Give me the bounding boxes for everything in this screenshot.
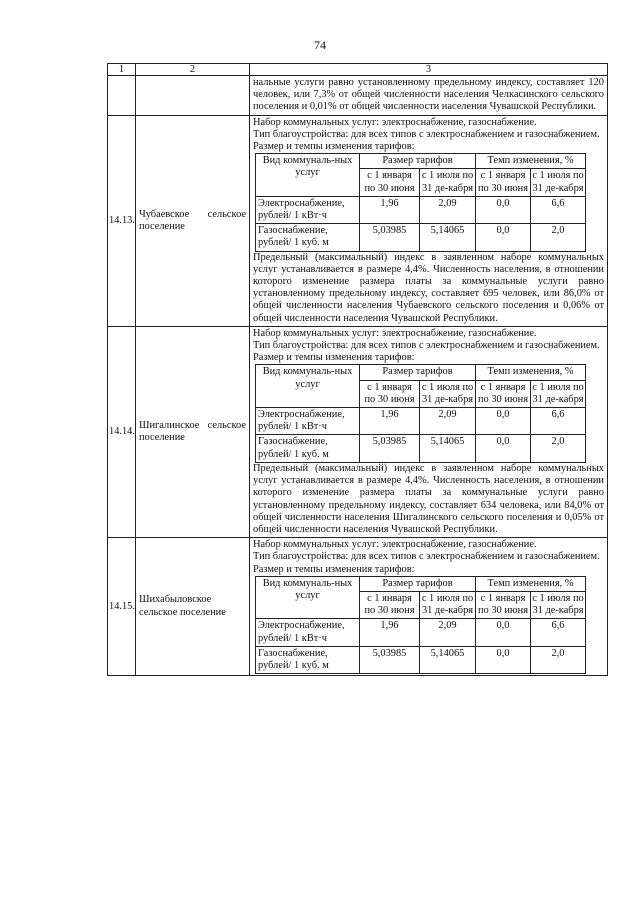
- tariff-value: 1,96: [360, 408, 420, 435]
- tariff-table: [255, 364, 586, 462]
- settlement-name: Чубаевское сельское поселение: [136, 115, 250, 326]
- tariff-value: 0,0: [476, 435, 531, 462]
- header-col-1: 1: [108, 64, 136, 76]
- tariff-header-period: с 1 июля по 31 де-кабря: [531, 380, 586, 407]
- tariff-header-period: с 1 июля по 31 де-кабря: [420, 169, 476, 196]
- settlement-name: Шигалинское сельское поселение: [136, 326, 250, 537]
- tariff-row: [256, 435, 586, 462]
- tariff-header-size: Размер тарифов: [360, 576, 476, 591]
- tariff-value: 1,96: [360, 196, 420, 223]
- table-row: [108, 115, 608, 326]
- row-number: 14.14.: [108, 326, 136, 537]
- summary-text: Предельный (максимальный) индекс в заявленном наборе коммунальных услуг устанавливается в размере 4,4%. Численность населения, в отношении которого изменение размера платы за коммунальные услуги равно установленному предельному индексу, составляет 634 человека, или 84,0% от общей численности населения Шигалинского сельского поселения и 0,05% от общей численности населения Чувашской Республики.: [253, 462, 604, 535]
- tariff-row: [256, 196, 586, 223]
- tariff-value: 6,6: [531, 196, 586, 223]
- tariff-label: Газоснабжение, рублей/ 1 куб. м: [256, 224, 360, 251]
- tariff-table: [255, 576, 586, 674]
- tariff-value: 0,0: [476, 196, 531, 223]
- row-number: 14.15.: [108, 538, 136, 676]
- tariff-value: 5,03985: [360, 224, 420, 251]
- tariff-value: 5,03985: [360, 646, 420, 673]
- tariff-row: [256, 619, 586, 646]
- tariff-header-period: с 1 января по 30 июня: [476, 380, 531, 407]
- tariff-value: 0,0: [476, 619, 531, 646]
- tariff-value: 6,6: [531, 619, 586, 646]
- continuation-row: [108, 76, 608, 116]
- tariff-header-kind: Вид коммуналь-ных услуг: [256, 154, 360, 197]
- tariff-value: 2,09: [420, 619, 476, 646]
- tariff-header-rate: Темп изменения, %: [476, 365, 586, 380]
- tariff-value: 2,09: [420, 408, 476, 435]
- tariff-header-period: с 1 июля по 31 де-кабря: [531, 169, 586, 196]
- tariff-header-period: с 1 января по 30 июня: [360, 380, 420, 407]
- tariff-header-size: Размер тарифов: [360, 365, 476, 380]
- tariff-value: 2,0: [531, 646, 586, 673]
- header-row: [108, 64, 608, 76]
- tariff-header-period: с 1 января по 30 июня: [476, 591, 531, 618]
- sizes-title: Размер и темпы изменения тарифов:: [253, 141, 415, 153]
- services-text: Набор коммунальных услуг: электроснабжение, газоснабжение.: [253, 327, 537, 339]
- tariff-value: 0,0: [476, 408, 531, 435]
- tariff-value: 1,96: [360, 619, 420, 646]
- tariff-header-period: с 1 января по 30 июня: [360, 591, 420, 618]
- tariff-header-period: с 1 июля по 31 де-кабря: [420, 380, 476, 407]
- main-table: [107, 63, 608, 676]
- tariff-header-rate: Темп изменения, %: [476, 576, 586, 591]
- tariff-value: 0,0: [476, 646, 531, 673]
- table-row: [108, 538, 608, 676]
- tariff-value: 2,0: [531, 224, 586, 251]
- sizes-title: Размер и темпы изменения тарифов:: [253, 563, 415, 575]
- sizes-title: Размер и темпы изменения тарифов:: [253, 352, 415, 364]
- tariff-label: Газоснабжение, рублей/ 1 куб. м: [256, 646, 360, 673]
- tariff-header-period: с 1 января по 30 июня: [360, 169, 420, 196]
- services-text: Набор коммунальных услуг: электроснабжение, газоснабжение.: [253, 539, 537, 551]
- settlement-name: Шихабыловское сельское поселение: [136, 538, 250, 676]
- header-col-3: 3: [250, 64, 608, 76]
- tariff-value: 6,6: [531, 408, 586, 435]
- tariff-value: 5,14065: [420, 646, 476, 673]
- tariff-header-kind: Вид коммуналь-ных услуг: [256, 576, 360, 619]
- type-text: Тип благоустройства: для всех типов с электроснабжением и газоснабжением.: [253, 340, 600, 352]
- services-text: Набор коммунальных услуг: электроснабжение, газоснабжение.: [253, 116, 537, 128]
- tariff-value: 0,0: [476, 224, 531, 251]
- tariff-table: [255, 153, 586, 251]
- tariff-row: [256, 224, 586, 251]
- tariff-header-size: Размер тарифов: [360, 154, 476, 169]
- continuation-text: нальные услуги равно установленному предельному индексу, составляет 120 человек, или 7,3% от общей численности населения Челкасинского сельского поселения и 0,01% от общей численности населения Чувашской Республики.: [253, 77, 604, 113]
- tariff-header-period: с 1 июля по 31 де-кабря: [531, 591, 586, 618]
- tariff-value: 5,03985: [360, 435, 420, 462]
- tariff-row: [256, 408, 586, 435]
- tariff-label: Газоснабжение, рублей/ 1 куб. м: [256, 435, 360, 462]
- type-text: Тип благоустройства: для всех типов с электроснабжением и газоснабжением.: [253, 551, 600, 563]
- tariff-value: 2,0: [531, 435, 586, 462]
- header-col-2: 2: [136, 64, 250, 76]
- tariff-header-period: с 1 января по 30 июня: [476, 169, 531, 196]
- table-row: [108, 326, 608, 537]
- tariff-label: Электроснабжение, рублей/ 1 кВт·ч: [256, 619, 360, 646]
- tariff-label: Электроснабжение, рублей/ 1 кВт·ч: [256, 408, 360, 435]
- tariff-row: [256, 646, 586, 673]
- tariff-label: Электроснабжение, рублей/ 1 кВт·ч: [256, 196, 360, 223]
- tariff-value: 5,14065: [420, 435, 476, 462]
- tariff-value: 2,09: [420, 196, 476, 223]
- tariff-value: 5,14065: [420, 224, 476, 251]
- type-text: Тип благоустройства: для всех типов с электроснабжением и газоснабжением.: [253, 128, 600, 140]
- row-number: 14.13.: [108, 115, 136, 326]
- tariff-header-rate: Темп изменения, %: [476, 154, 586, 169]
- page-number: 74: [314, 38, 326, 52]
- tariff-header-period: с 1 июля по 31 де-кабря: [420, 591, 476, 618]
- tariff-header-kind: Вид коммуналь-ных услуг: [256, 365, 360, 408]
- summary-text: Предельный (максимальный) индекс в заявленном наборе коммунальных услуг устанавливается в размере 4,4%. Численность населения, в отношении которого изменение размера платы за коммунальные услуги равно установленному предельному индексу, составляет 695 человек, или 86,0% от общей численности населения Чубаевского сельского поселения и 0,06% от общей численности населения Чувашской Республики.: [253, 251, 604, 324]
